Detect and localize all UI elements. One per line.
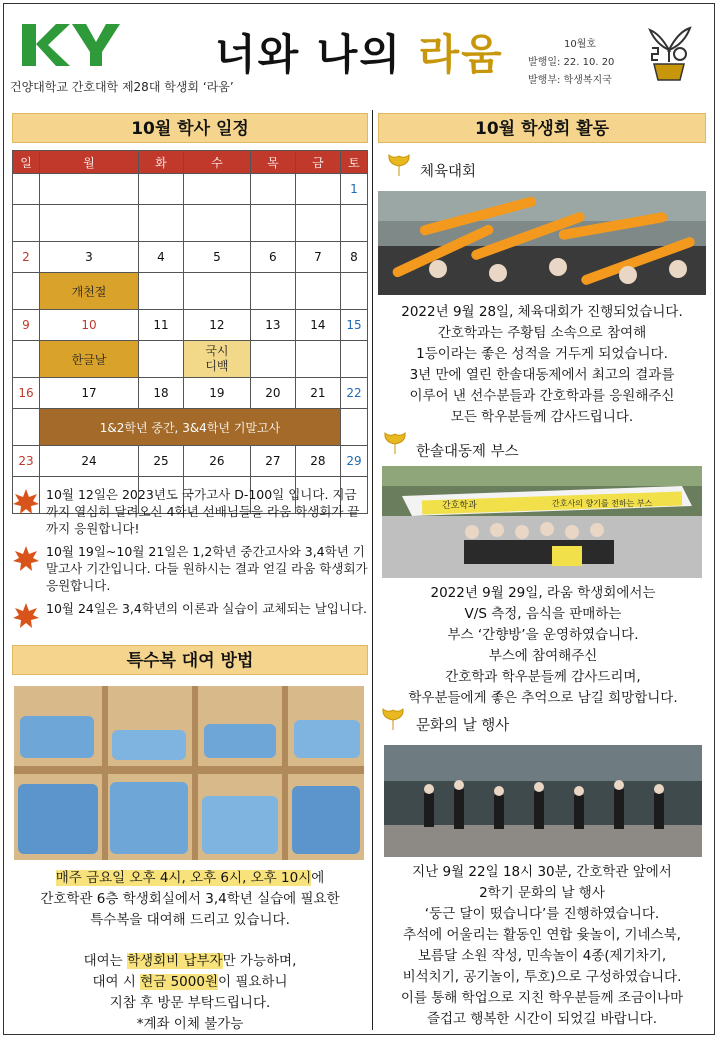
calendar-week-row (13, 242, 368, 273)
note-item (12, 543, 368, 594)
maple-leaf-icon (12, 545, 40, 573)
day-cell (13, 174, 40, 205)
day-cell: 11 (138, 310, 183, 341)
event-gaecheonjeol: 개천절 (40, 273, 139, 310)
calendar-table (12, 150, 368, 514)
day-cell: 20 (250, 378, 295, 409)
column-divider (372, 110, 373, 1030)
day-cell: 8 (340, 242, 367, 273)
cash-highlight: 현금 5000원 (140, 974, 218, 990)
note-text: 10월 19일~10월 21일은 1,2학년 중간고사와 3,4학년 기말고사 기간입니다. 다들 원하시는 결과 얻길 라움 학생회가 응원합니다. (46, 544, 368, 593)
calendar-event-row (13, 205, 368, 242)
header (0, 0, 720, 110)
weekday-sun: 일 (13, 151, 40, 174)
day-cell: 1 (340, 174, 367, 205)
day-cell (295, 174, 340, 205)
calendar-week-row (13, 446, 368, 477)
calendar-event-row (13, 341, 368, 378)
day-cell (183, 174, 250, 205)
day-cell: 2 (13, 242, 40, 273)
calendar-week-row (13, 174, 368, 205)
day-cell: 6 (250, 242, 295, 273)
day-cell (138, 174, 183, 205)
issue-number: 10월호 (563, 39, 597, 50)
maple-leaf-icon (12, 488, 40, 516)
ginkgo-leaf-icon (380, 706, 406, 732)
day-cell: 5 (183, 242, 250, 273)
day-cell: 16 (13, 378, 40, 409)
activities-title: 10월 학생회 활동 (378, 113, 706, 143)
issue-info (528, 36, 614, 90)
uniform-shelf-photo (14, 686, 364, 860)
note-item (12, 486, 368, 537)
note-text: 10월 12일은 2023년도 국가고사 D-100일 입니다. 지금까지 열심히 달려오신 4학년 선배님들을 라움 학생회가 끝까지 응원합니다! (46, 487, 360, 536)
weekday-wed: 수 (183, 151, 250, 174)
sports-day-photo (378, 191, 706, 295)
day-cell: 9 (13, 310, 40, 341)
calendar-event-row (13, 409, 368, 446)
note-item (12, 600, 368, 617)
ginkgo-leaf-icon (386, 152, 412, 178)
day-cell (250, 174, 295, 205)
weekday-tue: 화 (138, 151, 183, 174)
day-cell: 21 (295, 378, 340, 409)
day-cell: 23 (13, 446, 40, 477)
day-cell: 4 (138, 242, 183, 273)
day-cell: 22 (340, 378, 367, 409)
calendar-title: 10월 학사 일정 (12, 113, 368, 143)
note-text: 10월 24일은 3,4학년의 이론과 실습이 교체되는 날입니다. (46, 601, 368, 616)
day-cell: 13 (250, 310, 295, 341)
event-exam-period: 1&2학년 중간, 3&4학년 기말고사 (40, 409, 341, 446)
culture-day-photo (384, 745, 702, 857)
calendar-header-row (13, 151, 368, 174)
day-cell: 28 (295, 446, 340, 477)
weekday-fri: 금 (295, 151, 340, 174)
activity-heading: 체육대회 (420, 164, 477, 180)
ginkgo-leaf-icon (382, 430, 408, 456)
notes-list (12, 486, 368, 623)
day-cell: 19 (183, 378, 250, 409)
activity-description: 지난 9월 22일 18시 30분, 간호학관 앞에서 2학기 문화의 날 행사 ‘둥근 달이 떴습니다’를 진행하였습니다. 추석에 어울리는 활동인 연합 윷놀이, 기네스북, 보름달 소원 작성, 민속놀이 4종(제기차기, 비석치기, 공기놀이, 투호)으로 구성하였습니다. 이를 통해 학업으로 지친 학우분들께 조금이나마 즐겁고 행복한 시간이 되었길 바랍니다. (400, 864, 684, 1027)
weekday-thu: 목 (250, 151, 295, 174)
festival-booth-photo (382, 466, 702, 578)
day-cell: 27 (250, 446, 295, 477)
fee-payer-highlight: 학생회비 납부자 (127, 953, 223, 969)
uniform-title: 특수복 대여 방법 (12, 645, 368, 675)
raum-logo (638, 20, 700, 84)
activity-heading: 문화의 날 행사 (416, 718, 510, 734)
subtitle: 건양대학교 간호대학 제28대 학생회 ‘라움’ (10, 80, 234, 94)
ky-logo (22, 22, 120, 68)
day-cell: 29 (340, 446, 367, 477)
publisher: 발행부: 학생복지국 (528, 75, 612, 86)
day-cell: 10 (40, 310, 139, 341)
day-cell: 18 (138, 378, 183, 409)
weekday-mon: 월 (40, 151, 139, 174)
activity-heading: 한솔대동제 부스 (416, 444, 519, 460)
activity-description: 2022년 9월 29일, 라움 학생회에서는 V/S 측정, 음식을 판매하는 부스 ‘간향방’을 운영하였습니다. 부스에 참여해주신 간호학과 학우분들께 감사드리며, 학우분들에게 좋은 추억으로 남길 희망합니다. (408, 585, 678, 706)
calendar-week-row (13, 378, 368, 409)
day-cell: 25 (138, 446, 183, 477)
event-gukgo-d100: 국시 디백 (183, 341, 250, 378)
day-cell: 14 (295, 310, 340, 341)
day-cell: 12 (183, 310, 250, 341)
activity-description: 2022년 9월 28일, 체육대회가 진행되었습니다. 간호학과는 주황팀 소속으로 참여해 1등이라는 좋은 성적을 거두게 되었습니다. 3년 만에 열린 한솔대동제에서 최고의 결과를 이루어 낸 선수분들과 간호학과를 응원해주신 모든 학우분들께 감사드립니다. (401, 304, 683, 425)
day-cell: 24 (40, 446, 139, 477)
booth-banner-left: 간호학과 (442, 501, 477, 511)
calendar-week-row (13, 310, 368, 341)
day-cell: 7 (295, 242, 340, 273)
title-part1: 너와 나의 (215, 30, 419, 79)
day-cell: 15 (340, 310, 367, 341)
uniform-info: 매주 금요일 오후 4시, 오후 6시, 오후 10시에 간호학관 6층 학생회실에서 3,4학년 실습에 필요한 특수복을 대여해 드리고 있습니다. 대여는 학생회비 납부자만 가능하며, 대여 시 현금 5000원이 필요하니 지참 후 방문 부탁드립니다. *계좌 이체 불가능 (40, 870, 340, 1032)
booth-banner-right: 간호사의 향기를 전하는 부스 (552, 499, 653, 508)
day-cell: 3 (40, 242, 139, 273)
newsletter-title (215, 22, 504, 82)
day-cell: 26 (183, 446, 250, 477)
day-cell: 17 (40, 378, 139, 409)
uniform-time-highlight: 매주 금요일 오후 4시, 오후 6시, 오후 10시 (55, 870, 312, 886)
maple-leaf-icon (12, 602, 40, 630)
ky-logo-text: KY (22, 22, 24, 23)
weekday-sat: 토 (340, 151, 367, 174)
event-hangeulnal: 한글날 (40, 341, 139, 378)
day-cell (40, 174, 139, 205)
calendar-event-row (13, 273, 368, 310)
issue-date: 발행일: 22. 10. 20 (528, 57, 615, 68)
title-part2: 라움 (418, 30, 504, 79)
